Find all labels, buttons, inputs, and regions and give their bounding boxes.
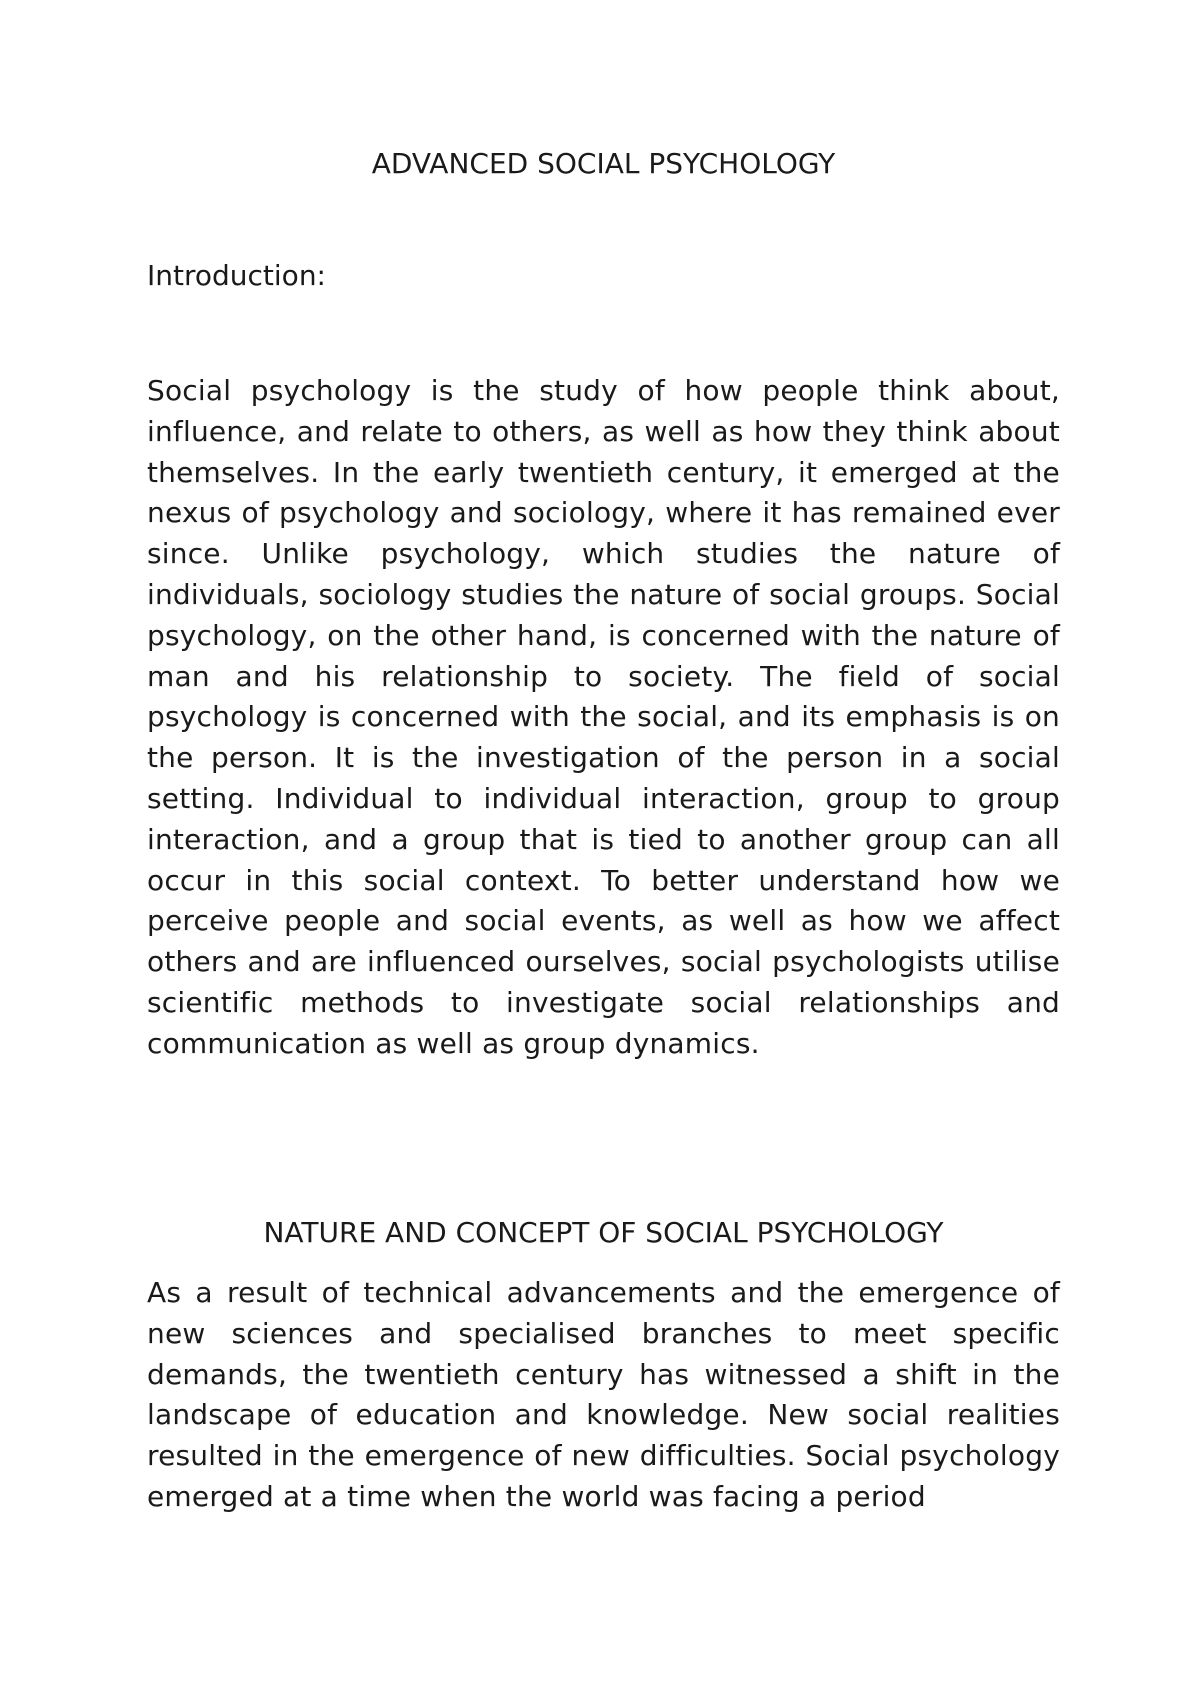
document-title: ADVANCED SOCIAL PSYCHOLOGY [371, 147, 836, 180]
introduction-label: Introduction: [147, 259, 326, 292]
section-paragraph: As a result of technical advancements and the emergence of new sciences and specialised branches to meet specific demands, the twentieth century has witnessed a shift in the landscape of education and knowledge. New social realities resulted in the emergence of new difficulties. Social psychology emerged at a time when the world was facing a period [147, 1276, 1060, 1513]
introduction-paragraph: Social psychology is the study of how people think about, influence, and relate to others, as well as how they think about themselves. In the early twentieth century, it emerged at the nexus of psychology and sociology, where it has remained ever since. Unlike psychology, which studies the nature of individuals, sociology studies the nature of social groups. Social psychology, on the other hand, is concerned with the nature of man and his relationship to society. The field of social psychology is concerned with the social, and its emphasis is on the person. It is the investigation of the person in a social setting. Individual to individual interaction, group to group interaction, and a group that is tied to another group can all occur in this social context. To better understand how we perceive people and social events, as well as how we affect others and are influenced ourselves, social psychologists utilise scientific methods to investigate social relationships and communication as well as group dynamics. [147, 374, 1060, 1060]
section-heading: NATURE AND CONCEPT OF SOCIAL PSYCHOLOGY [263, 1216, 944, 1249]
